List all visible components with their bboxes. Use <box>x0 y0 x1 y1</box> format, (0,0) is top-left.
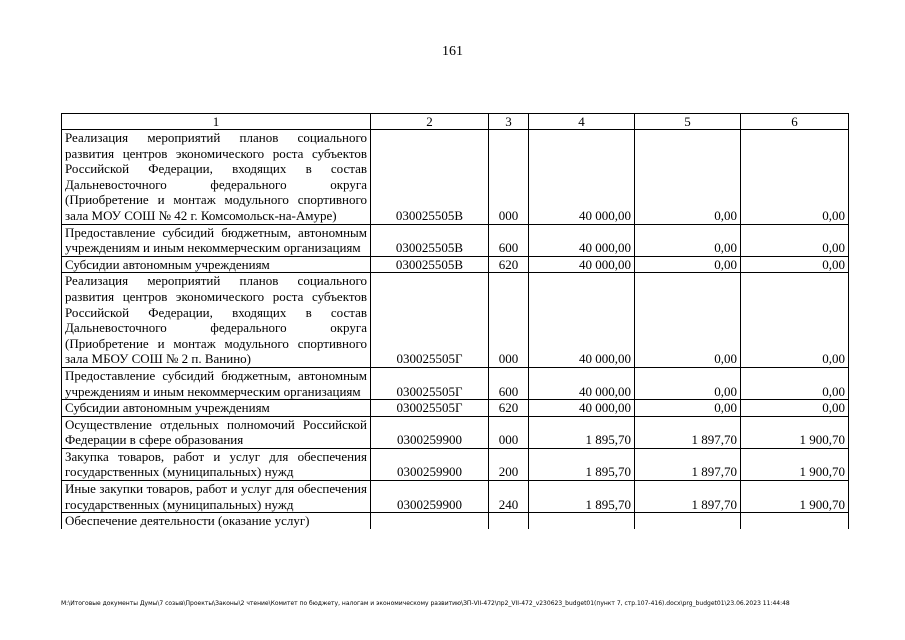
table-row <box>62 367 849 399</box>
table-row <box>62 481 849 513</box>
amount-year2-cell: 0,00 <box>635 224 741 256</box>
amount-year3-cell: 0,00 <box>741 130 849 225</box>
amount-year3-cell: 0,00 <box>741 256 849 273</box>
table-row <box>62 224 849 256</box>
item-name-cell: Осуществление отдельных полномочий Российской Федерации в сфере образования <box>62 416 371 448</box>
table-row <box>62 130 849 225</box>
amount-year1-cell: 40 000,00 <box>529 400 635 417</box>
amount-year2-cell: 1 897,70 <box>635 448 741 480</box>
amount-year3-cell: 0,00 <box>741 273 849 368</box>
target-article-code-cell: 0300259900 <box>371 448 489 480</box>
column-number-cell: 2 <box>371 114 489 130</box>
item-name-cell: Субсидии автономным учреждениям <box>62 400 371 417</box>
amount-year3-cell: 0,00 <box>741 367 849 399</box>
amount-year3-cell: 0,00 <box>741 224 849 256</box>
amount-year3-cell: 1 900,70 <box>741 481 849 513</box>
column-number-cell: 5 <box>635 114 741 130</box>
amount-year1-cell: 40 000,00 <box>529 273 635 368</box>
expense-type-code-cell <box>489 513 529 529</box>
amount-year2-cell: 1 897,70 <box>635 416 741 448</box>
item-name-cell: Предоставление субсидий бюджетным, автономным учреждениям и иным некоммерческим организациям <box>62 224 371 256</box>
expense-type-code-cell: 600 <box>489 224 529 256</box>
item-name-cell: Реализация мероприятий планов социального развития центров экономического роста субъектов Российской Федерации, входящих в состав Дальневосточного федерального округа (Приобретение и монтаж модульного спортивного зала МБОУ СОШ № 2 п. Ванино) <box>62 273 371 368</box>
column-number-cell: 3 <box>489 114 529 130</box>
expense-type-code-cell: 600 <box>489 367 529 399</box>
amount-year1-cell: 1 895,70 <box>529 481 635 513</box>
amount-year2-cell: 0,00 <box>635 273 741 368</box>
amount-year2-cell: 0,00 <box>635 400 741 417</box>
amount-year3-cell: 1 900,70 <box>741 416 849 448</box>
target-article-code-cell: 030025505Г <box>371 367 489 399</box>
amount-year1-cell <box>529 513 635 529</box>
item-name-cell: Субсидии автономным учреждениям <box>62 256 371 273</box>
amount-year3-cell <box>741 513 849 529</box>
expense-type-code-cell: 620 <box>489 400 529 417</box>
target-article-code-cell <box>371 513 489 529</box>
file-path-footer: M:\Итоговые документы Думы\7 созыв\Проекты\Законы\2 чтение\Комитет по бюджету, налогам и экономическому развитию\ЗП-VII-472\пр2_VII-472_v230623_budget01(пункт 7, стр.107-416).docx\prg_budget01\23.06.2023 11:44:48 <box>61 600 790 607</box>
expense-type-code-cell: 200 <box>489 448 529 480</box>
table-row <box>62 400 849 417</box>
target-article-code-cell: 030025505Г <box>371 400 489 417</box>
target-article-code-cell: 030025505Г <box>371 273 489 368</box>
item-name-cell: Предоставление субсидий бюджетным, автономным учреждениям и иным некоммерческим организациям <box>62 367 371 399</box>
column-number-row <box>62 114 849 130</box>
amount-year1-cell: 1 895,70 <box>529 448 635 480</box>
page-number: 161 <box>442 44 463 59</box>
item-name-cell: Иные закупки товаров, работ и услуг для обеспечения государственных (муниципальных) нужд <box>62 481 371 513</box>
table-row <box>62 513 849 529</box>
table-row <box>62 448 849 480</box>
item-name-cell: Обеспечение деятельности (оказание услуг) <box>62 513 371 529</box>
item-name-cell: Закупка товаров, работ и услуг для обеспечения государственных (муниципальных) нужд <box>62 448 371 480</box>
item-name-cell: Реализация мероприятий планов социального развития центров экономического роста субъектов Российской Федерации, входящих в состав Дальневосточного федерального округа (Приобретение и монтаж модульного спортивного зала МОУ СОШ № 42 г. Комсомольск-на-Амуре) <box>62 130 371 225</box>
target-article-code-cell: 0300259900 <box>371 481 489 513</box>
amount-year2-cell: 1 897,70 <box>635 481 741 513</box>
amount-year2-cell: 0,00 <box>635 256 741 273</box>
amount-year2-cell: 0,00 <box>635 130 741 225</box>
amount-year3-cell: 1 900,70 <box>741 448 849 480</box>
expense-type-code-cell: 240 <box>489 481 529 513</box>
column-number-cell: 4 <box>529 114 635 130</box>
amount-year1-cell: 40 000,00 <box>529 367 635 399</box>
expense-type-code-cell: 000 <box>489 273 529 368</box>
budget-table <box>61 113 849 529</box>
column-number-cell: 1 <box>62 114 371 130</box>
target-article-code-cell: 030025505В <box>371 224 489 256</box>
amount-year1-cell: 40 000,00 <box>529 256 635 273</box>
amount-year2-cell: 0,00 <box>635 367 741 399</box>
target-article-code-cell: 030025505В <box>371 256 489 273</box>
amount-year3-cell: 0,00 <box>741 400 849 417</box>
amount-year2-cell <box>635 513 741 529</box>
table-row <box>62 273 849 368</box>
amount-year1-cell: 40 000,00 <box>529 224 635 256</box>
target-article-code-cell: 030025505В <box>371 130 489 225</box>
target-article-code-cell: 0300259900 <box>371 416 489 448</box>
expense-type-code-cell: 000 <box>489 130 529 225</box>
amount-year1-cell: 40 000,00 <box>529 130 635 225</box>
amount-year1-cell: 1 895,70 <box>529 416 635 448</box>
expense-type-code-cell: 000 <box>489 416 529 448</box>
table-row <box>62 256 849 273</box>
column-number-cell: 6 <box>741 114 849 130</box>
table-row <box>62 416 849 448</box>
expense-type-code-cell: 620 <box>489 256 529 273</box>
